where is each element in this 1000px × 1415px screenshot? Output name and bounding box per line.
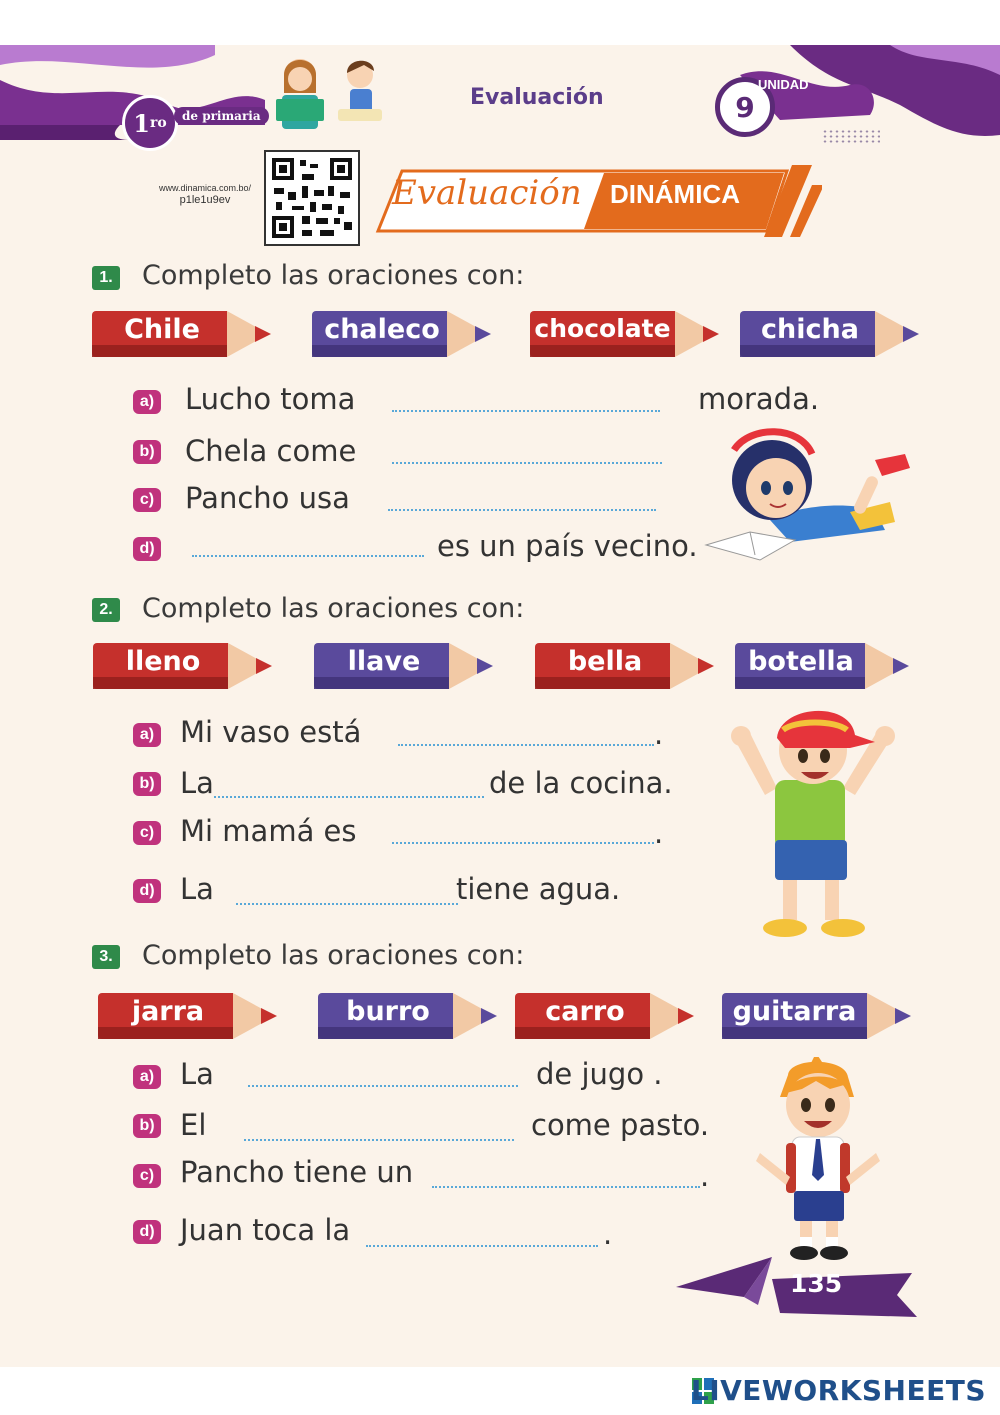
item-text-before: La: [180, 1057, 214, 1091]
item-text-before: Juan toca la: [180, 1213, 351, 1247]
item-text-after: tiene agua.: [456, 872, 621, 906]
item-letter: c): [133, 488, 161, 512]
word-label: lleno: [125, 646, 201, 677]
item-text-after: .: [603, 1217, 613, 1251]
answer-blank[interactable]: [192, 555, 424, 557]
answer-blank[interactable]: [432, 1186, 700, 1188]
item-text-after: .: [700, 1159, 710, 1193]
item-letter: a): [133, 1065, 161, 1089]
word-label: llave: [347, 646, 421, 677]
worksheet-page: [0, 45, 1000, 1367]
answer-blank[interactable]: [392, 410, 660, 412]
item-text-after: de jugo .: [536, 1057, 663, 1091]
word-label: bella: [567, 646, 643, 677]
word-pencil[interactable]: [98, 993, 283, 1039]
section-title: Completo las oraciones con:: [142, 940, 525, 971]
item-text-after: .: [654, 717, 664, 751]
item-text-before: Pancho tiene un: [180, 1155, 414, 1189]
word-label: botella: [748, 646, 854, 677]
dots-decoration: [822, 129, 880, 143]
answer-blank[interactable]: [236, 903, 458, 905]
word-pencil[interactable]: [740, 311, 925, 357]
item-text-after: es un país vecino.: [437, 529, 698, 563]
banner-right-text: DINÁMICA: [610, 179, 740, 209]
item-letter: a): [133, 723, 161, 747]
item-letter: d): [133, 1220, 161, 1244]
item-text-after: .: [654, 816, 664, 850]
item-text-before: La: [180, 872, 214, 906]
boy-cheering-illustration: [725, 700, 900, 950]
word-pencil[interactable]: [92, 311, 277, 357]
item-text-after: come pasto.: [531, 1108, 710, 1142]
section-number: 3.: [92, 945, 120, 969]
item-text-before: Mi mamá es: [180, 814, 357, 848]
item-letter: c): [133, 821, 161, 845]
section-title: Completo las oraciones con:: [142, 593, 525, 624]
url-text: www.dinamica.com.bo/ p1le1u9ev: [158, 183, 252, 206]
word-pencil[interactable]: [312, 311, 497, 357]
girl-reading-illustration: [700, 420, 915, 570]
section-title: Completo las oraciones con:: [142, 260, 525, 291]
answer-blank[interactable]: [392, 842, 654, 844]
word-label: guitarra: [732, 996, 857, 1027]
item-letter: d): [133, 879, 161, 903]
answer-blank[interactable]: [392, 462, 662, 464]
item-text-before: La: [180, 766, 214, 800]
item-text-before: Chela come: [185, 434, 357, 468]
word-label: Chile: [124, 314, 200, 345]
item-letter: b): [133, 1114, 161, 1138]
answer-blank[interactable]: [244, 1139, 514, 1141]
word-pencil[interactable]: [318, 993, 503, 1039]
liveworksheets-brand[interactable]: LIVEWORKSHEETS: [690, 1374, 986, 1407]
word-pencil[interactable]: [735, 643, 920, 689]
word-pencil[interactable]: [722, 993, 907, 1039]
item-text-before: El: [180, 1108, 207, 1142]
item-letter: c): [133, 1164, 161, 1188]
item-letter: b): [133, 772, 161, 796]
answer-blank[interactable]: [214, 796, 484, 798]
qr-code[interactable]: [264, 150, 360, 246]
answer-blank[interactable]: [388, 509, 656, 511]
unit-label: UNIDAD: [758, 77, 809, 92]
schoolboy-illustration: [750, 1057, 885, 1267]
section-number: 1.: [92, 266, 120, 290]
grade-tag: de primaria: [174, 107, 269, 125]
item-text-after: morada.: [698, 382, 820, 416]
unit-number-badge: 9: [715, 77, 775, 137]
word-pencil[interactable]: [515, 993, 700, 1039]
word-pencil[interactable]: [530, 311, 715, 357]
word-label: burro: [346, 996, 430, 1027]
word-label: chicha: [761, 314, 859, 345]
header-title: Evaluación: [470, 85, 604, 110]
item-text-before: Pancho usa: [185, 481, 350, 515]
word-label: jarra: [131, 996, 205, 1027]
section-number: 2.: [92, 598, 120, 622]
page-number: 135: [790, 1269, 843, 1298]
item-letter: a): [133, 390, 161, 414]
word-label: carro: [545, 996, 625, 1027]
banner-left-text: Evaluación: [392, 173, 582, 213]
item-letter: b): [133, 440, 161, 464]
word-pencil[interactable]: [93, 643, 278, 689]
item-text-before: Lucho toma: [185, 382, 356, 416]
qr-code-icon: [266, 152, 358, 244]
item-letter: d): [133, 537, 161, 561]
item-text-after: de la cocina.: [489, 766, 673, 800]
grade-badge: 1 ro: [122, 95, 178, 151]
word-pencil[interactable]: [535, 643, 720, 689]
reading-kids-illustration: [272, 53, 392, 148]
word-label: chaleco: [324, 314, 440, 345]
word-pencil[interactable]: [314, 643, 499, 689]
word-label: chocolate: [534, 314, 671, 343]
answer-blank[interactable]: [366, 1245, 598, 1247]
evaluacion-dinamica-banner: [372, 165, 802, 229]
answer-blank[interactable]: [398, 744, 654, 746]
answer-blank[interactable]: [248, 1085, 518, 1087]
item-text-before: Mi vaso está: [180, 715, 362, 749]
